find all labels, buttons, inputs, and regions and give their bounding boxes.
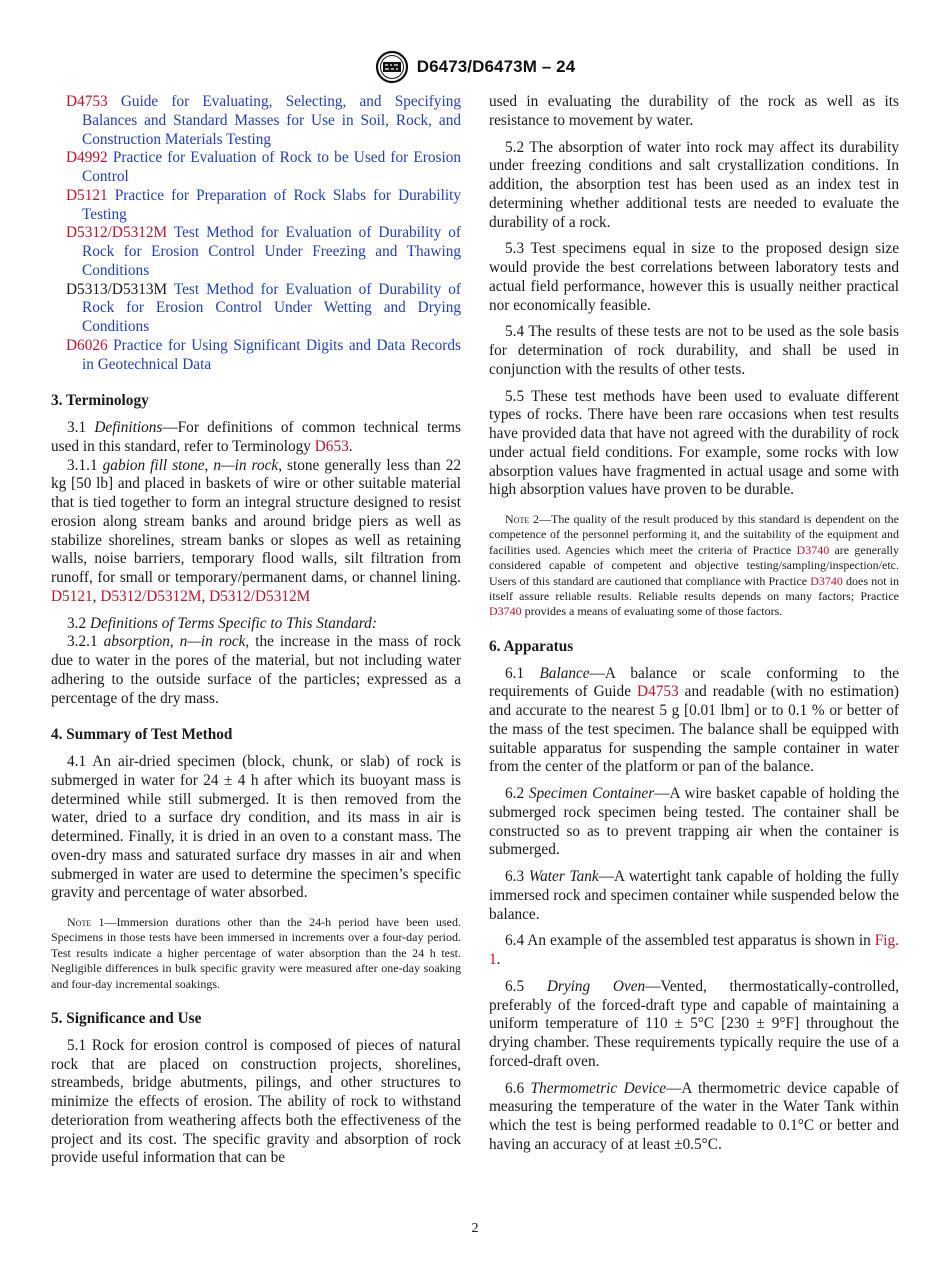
reference-item	[51, 337, 461, 375]
reference-title[interactable]: Practice for Using Significant Digits and Data Records in Geotechnical Data	[82, 336, 461, 373]
reference-item	[51, 281, 461, 337]
paragraph-3-2-1: 3.2.1 absorption, n—in rock, the increase in the mass of rock due to water in the pores of the material, but not including water adhering to the outside surface of the particles; expressed as a percentage of the dry mass.	[51, 633, 461, 707]
link-d5312[interactable]: D5312/D5312M	[100, 587, 202, 605]
reference-code[interactable]: D5312/D5312M	[66, 224, 168, 242]
right-column	[489, 93, 899, 1155]
link-d5312[interactable]: D5312/D5312M	[209, 587, 311, 605]
paragraph-3-1-1: 3.1.1 gabion fill stone, n—in rock, stone generally less than 22 kg [50 lb] and placed in baskets of wire or other suitable material that is tied together to form an integral structure designed to resist erosion along stream banks and around bridge piers as well as stabilize shorelines, stream banks or slopes as well as retaining walls, noise barriers, temporary flood walls, silt filtration from runoff, for small or temporary/permanent dams, or channel lining. D5121, D5312/D5312M, D5312/D5312M	[51, 456, 461, 605]
reference-title[interactable]: Practice for Evaluation of Rock to be Used for Erosion Control	[82, 149, 462, 185]
link-d3740[interactable]: D3740	[489, 604, 522, 619]
section-heading-significance: 5. Significance and Use	[51, 1010, 202, 1028]
link-d5121[interactable]: D5121	[51, 587, 93, 605]
paragraph-5-2: 5.2 The absorption of water into rock may affect its durability under freezing conditions and salt crystallization conditions. In addition, the absorption test has been used as an index test in determining whether additional tests are needed to evaluate the durability of a rock.	[489, 138, 899, 231]
section-heading-terminology: 3. Terminology	[51, 392, 149, 410]
page-number: 2	[471, 1221, 479, 1236]
reference-title[interactable]: Test Method for Evaluation of Durability of Rock for Erosion Control Under Freezing and Thawing Conditions	[82, 224, 461, 279]
astm-logo-icon	[375, 50, 409, 84]
paragraph-6-4: 6.4 An example of the assembled test apparatus is shown in Fig. 1.	[489, 932, 899, 969]
standard-designation: D6473/D6473M – 24	[416, 57, 576, 76]
note-2: Note 2—The quality of the result produced by this standard is dependent on the competence of the personnel performing it, and the suitability of the equipment and facilities used. Agencies which meet the criteria of Practice D3740 are generally considered capable of competent and objective testing/sampling/inspection/etc. Users of this standard are cautioned that compliance with Practice D3740 does not in itself assure reliable results. Reliable results depends on many factors; Practice D3740 provides a means of evaluating some of those factors.	[489, 512, 900, 619]
page-header	[0, 50, 950, 84]
note-1: Note 1—Immersion durations other than the 24-h period have been used. Specimens in those tests have been immersed in increments over a four-day period. Test results indicate a higher percentage of water absorption than the 24 h test. Negligible differences in bulk specific gravity were measured after one-day soaking and four-day incremental soakings.	[51, 915, 461, 991]
link-d4753[interactable]: D4753	[637, 683, 679, 701]
link-d3740[interactable]: D3740	[796, 542, 830, 557]
reference-item	[51, 149, 461, 187]
paragraph-5-1: 5.1 Rock for erosion control is composed of pieces of natural rock that are placed on construction projects, shorelines, streambeds, bridge abutments, pilings, and other structures to minimize the effects of erosion. The ability of rock to withstand deterioration from weathering affects both the effectiveness of the project and its cost. The specific gravity and absorption of rock provide useful information that can be	[51, 1036, 461, 1167]
paragraph-6-5: 6.5 Drying Oven—Vented, thermostatically-controlled, preferably of the forced-draft type and capable of maintaining a uniform temperature of 110 ± 5°C [230 ± 9°F] throughout the drying chamber. These requirements typically require the use of a forced-draft oven.	[489, 977, 900, 1070]
reference-code: D5313/D5313M	[66, 280, 168, 298]
link-d3740[interactable]: D3740	[810, 573, 843, 588]
paragraph-5-5: 5.5 These test methods have been used to evaluate different types of rocks. There have been rare occasions when test results have provided data that have not agreed with the durability of rock under actual field conditions. For example, some rocks with low absorption values have fragmented in actual usage and some with high absorption values have proven to be durable.	[489, 387, 899, 499]
reference-item	[51, 187, 461, 225]
reference-title[interactable]: Test Method for Evaluation of Durability of Rock for Erosion Control Under Wetting and Drying Conditions	[82, 280, 461, 335]
paragraph-4-1: 4.1 An air-dried specimen (block, chunk, or slab) of rock is submerged in water for 24 ± 4 h after which its buoyant mass is determined while still submerged. It is then removed from the water, dried to a surface dry condition, and its mass in air is determined. Finally, it is dried in an oven to a constant mass. The oven-dry mass and saturated surface dry masses in air and when submerged in water are used to determine the specimen’s specific gravity and percentage of water absorbed.	[51, 753, 461, 902]
paragraph-6-3: 6.3 Water Tank—A watertight tank capable of holding the fully immersed rock and specimen container while suspended below the balance.	[489, 868, 900, 923]
paragraph-5-4: 5.4 The results of these tests are not to be used as the sole basis for determination of rock durability, and shall be used in conjunction with the results of other tests.	[489, 323, 899, 378]
reference-item	[51, 224, 461, 280]
paragraph-6-2: 6.2 Specimen Container—A wire basket capable of holding the submerged rock specimen being tested. The container shall be constructed so as to prevent trapping air when the container is submerged.	[489, 785, 899, 859]
reference-code[interactable]: D6026	[66, 336, 108, 354]
left-column	[51, 93, 461, 1168]
reference-item	[51, 93, 461, 149]
paragraph-3-2: 3.2 Definitions of Terms Specific to This Standard:	[67, 614, 377, 632]
reference-title[interactable]: Practice for Preparation of Rock Slabs for Durability Testing	[82, 186, 461, 223]
paragraph-6-1: 6.1 Balance—A balance or scale conforming to the requirements of Guide D4753 and readable (with no estimation) and accurate to the nearest 5 g [0.01 lbm] or to 0.1 % or better of the mass of the test specimen. The balance shall be equipped with suitable apparatus for suspending the sample container in water from the center of the platform or pan of the balance.	[489, 664, 900, 776]
section-heading-apparatus: 6. Apparatus	[489, 637, 574, 655]
reference-code[interactable]: D5121	[66, 186, 108, 204]
link-d653[interactable]: D653	[314, 437, 349, 455]
reference-code[interactable]: D4992	[66, 149, 108, 167]
section-heading-summary: 4. Summary of Test Method	[51, 726, 233, 744]
link-fig-1[interactable]: Fig. 1	[489, 932, 899, 969]
paragraph-5-1-continued: used in evaluating the durability of the rock as well as its resistance to movement by water.	[489, 93, 899, 129]
referenced-documents-list	[51, 93, 461, 374]
reference-title[interactable]: Guide for Evaluating, Selecting, and Specifying Balances and Standard Masses for Use in Soil, Rock, and Construction Materials Testing	[82, 93, 461, 148]
paragraph-3-1: 3.1 Definitions—For definitions of common technical terms used in this standard, refer to Terminology D653.	[51, 419, 462, 455]
paragraph-5-3: 5.3 Test specimens equal in size to the proposed design size would provide the best correlations between laboratory tests and actual field performance, however this is usually neither practical nor economically feasible.	[489, 240, 899, 314]
paragraph-6-6: 6.6 Thermometric Device—A thermometric device capable of measuring the temperature of the water in the Water Tank within which the test is being performed readable to 0.1°C or better and having an accuracy of at least ±0.5°C.	[489, 1079, 900, 1153]
reference-code[interactable]: D4753	[66, 93, 108, 110]
